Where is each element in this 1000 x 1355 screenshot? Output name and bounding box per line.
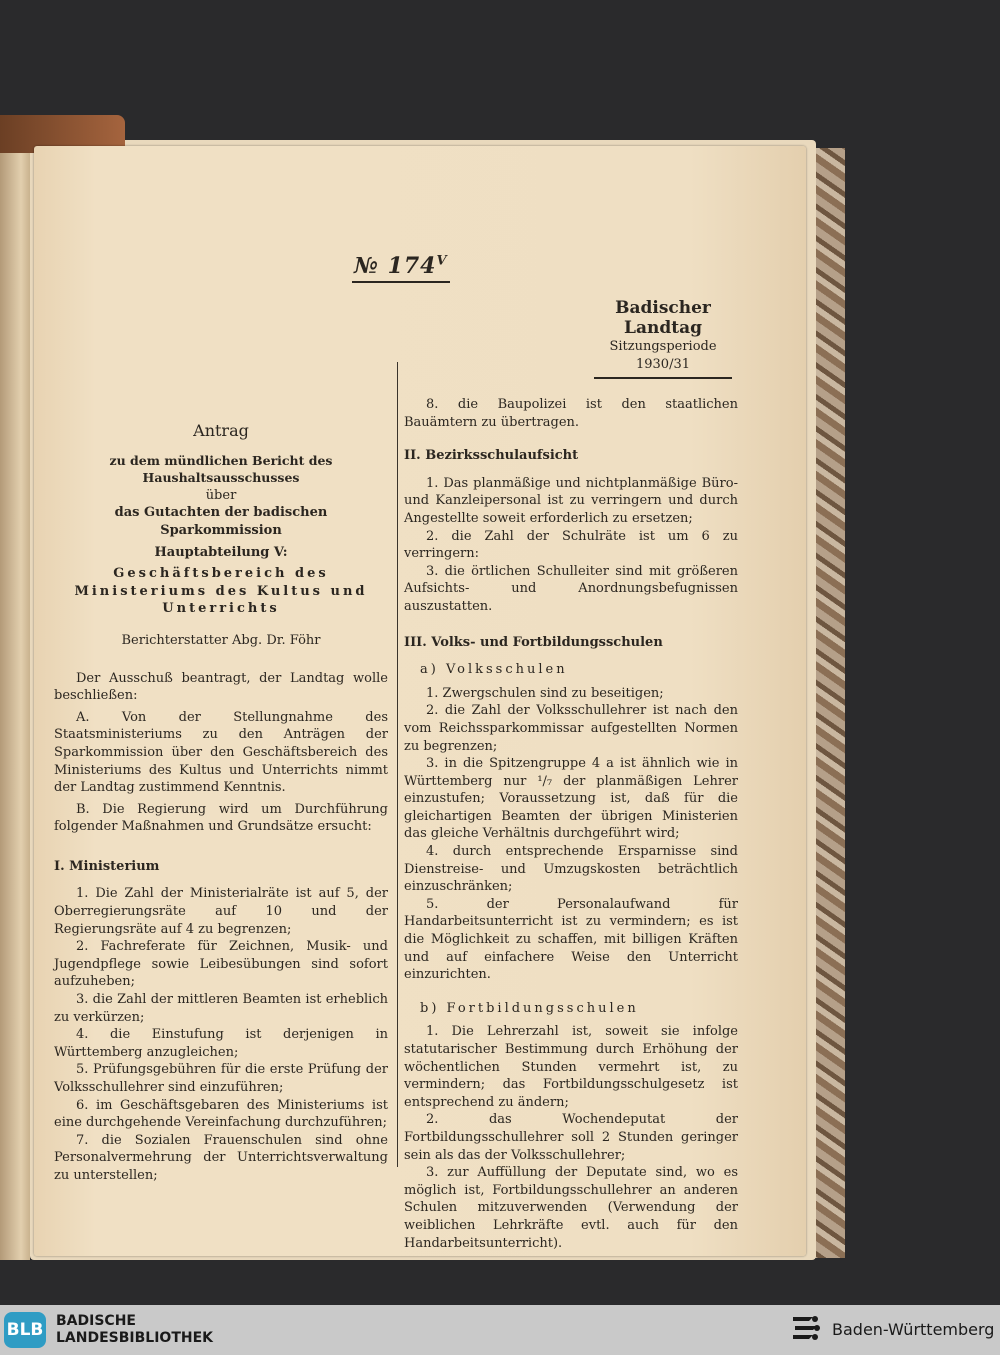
list-item: 2. Fachreferate für Zeichnen, Musik- und Jugendpflege sowie Leibesübungen sind sofort aufzuheben; [54, 939, 388, 990]
list-item: 8. die Baupolizei ist den staatlichen Bauämtern zu übertragen. [404, 397, 738, 430]
list-item: 3. die örtlichen Schulleiter sind mit größeren Aufsichts- und Anordnungsbefugnissen auszustatten. [404, 563, 738, 614]
list-item: 1. Das planmäßige und nichtplanmäßige Büro- und Kanzleipersonal ist zu verringern und durch Angestellte soweit erforderlich zu ersetzen; [404, 475, 738, 526]
header-right [580, 298, 746, 379]
list-item: 3. die Zahl der mittleren Beamten ist erheblich zu verkürzen; [54, 992, 388, 1025]
library-name-line-1: BADISCHE [56, 1313, 136, 1329]
list-item: 3. zur Auffüllung der Deputate sind, wo es möglich ist, Fortbildungsschullehrer an anderen Schulen mitzuverwenden (Verwendung der weiblichen Lehrkräfte evtl. auch für den Handarbeitsunterricht). [404, 1165, 738, 1251]
antrag-line-5: Geschäftsbereich des Ministeriums des Kultus und Unterrichts [74, 566, 368, 617]
antrag-line-2: über [205, 487, 237, 503]
footer-bar [0, 1305, 1000, 1355]
state-name[interactable]: Baden-Württemberg [832, 1320, 995, 1339]
paragraph-b: B. Die Regierung wird um Durchführung folgender Maßnahmen und Grundsätze ersucht: [54, 801, 388, 835]
antrag-line-4: Hauptabteilung V: [154, 544, 288, 560]
list-item: 2. das Wochendeputat der Fortbildungsschullehrer soll 2 Stunden geringer sein als das der Volksschullehrer; [404, 1112, 738, 1163]
library-name[interactable] [56, 1313, 213, 1347]
list-item: 2. die Zahl der Schulräte ist um 6 zu verringern: [404, 528, 738, 562]
antrag-line-1: zu dem mündlichen Bericht des Haushaltsausschusses [109, 452, 333, 486]
left-page-edge [0, 130, 30, 1260]
subsection-a-heading: a) Volksschulen [420, 662, 568, 678]
list-item: 5. Prüfungsgebühren für die erste Prüfung der Volksschullehrer sind einzuführen; [54, 1062, 388, 1095]
document-number: № $174^V$ [352, 253, 450, 283]
landtag-title: Badischer Landtag [615, 298, 711, 338]
list-item: 4. durch entsprechende Ersparnisse sind Dienstreise- und Umzugskosten beträchtlich einzuschränken; [404, 844, 738, 895]
list-item: 5. der Personalaufwand für Handarbeitsunterricht ist zu vermindern; es ist die Möglichkeit zu schaffen, mit billigen Kräften und auf einfachere Weise den Unterricht einzurichten. [404, 896, 738, 983]
header-rule [594, 377, 732, 379]
section-2-heading: II. Bezirksschulaufsicht [404, 448, 579, 464]
section-1-heading: I. Ministerium [54, 858, 160, 874]
right-column [404, 396, 738, 1252]
library-name-line-2: LANDESBIBLIOTHEK [56, 1330, 214, 1346]
list-item: 3. in die Spitzengruppe 4 a ist ähnlich wie in Württemberg nur ¹/₇ der planmäßigen Lehrer einzustufen; Voraussetzung ist, daß für die gleichartigen Beamten der übrigen Ministerien das gleiche Verhältnis durchgeführt wird; [404, 756, 738, 842]
antrag-title: Antrag [193, 421, 249, 440]
list-item: 1. Die Zahl der Ministerialräte ist auf 5, der Oberregierungsräte auf 10 und der Regierungsräte auf 4 zu begrenzen; [54, 886, 388, 937]
list-item: 2. die Zahl der Volksschullehrer ist nach den vom Reichssparkommissar aufgestellten Normen zu begrenzen; [404, 703, 738, 754]
list-item: 1. Die Lehrerzahl ist, soweit sie infolge statutarischer Bestimmung durch Erhöhung der wöchentlichen Stunden vermehrt ist, zu vermindern; das Fortbildungsschulgesetz ist entsprechend zu ändern; [404, 1024, 738, 1110]
session-year: 1930/31 [635, 357, 690, 372]
antrag-line-3: das Gutachten der badischen Sparkommission [114, 505, 328, 538]
session-label: Sitzungsperiode [609, 339, 717, 354]
left-column [54, 422, 388, 1185]
list-item: 1. Zwergschulen sind zu beseitigen; [426, 685, 664, 701]
blb-logo[interactable]: BLB [4, 1312, 46, 1348]
reporter: Berichterstatter Abg. Dr. Föhr [121, 632, 321, 648]
subsection-b-heading: b) Fortbildungsschulen [420, 1000, 639, 1016]
list-item: 7. die Sozialen Frauenschulen sind ohne Personalvermehrung der Unterrichtsverwaltung zu unterstellen; [54, 1132, 388, 1183]
column-divider [397, 362, 398, 1167]
section-3-heading: III. Volks- und Fortbildungsschulen [404, 634, 663, 650]
intro-text: Der Ausschuß beantragt, der Landtag wolle beschließen: [54, 670, 388, 704]
paragraph-a: A. Von der Stellungnahme des Staatsministeriums zu den Anträgen der Sparkommission über den Geschäftsbereich des Ministeriums des Kultus und Unterrichts nimmt der Landtag zustimmend Kenntnis. [54, 709, 388, 796]
list-item: 6. im Geschäftsgebaren des Ministeriums ist eine durchgehende Vereinfachung durchzuführen; [54, 1097, 388, 1131]
state-coat-of-arms-icon [790, 1313, 822, 1347]
list-item: 4. die Einstufung ist derjenigen in Württemberg anzugleichen; [54, 1027, 388, 1060]
